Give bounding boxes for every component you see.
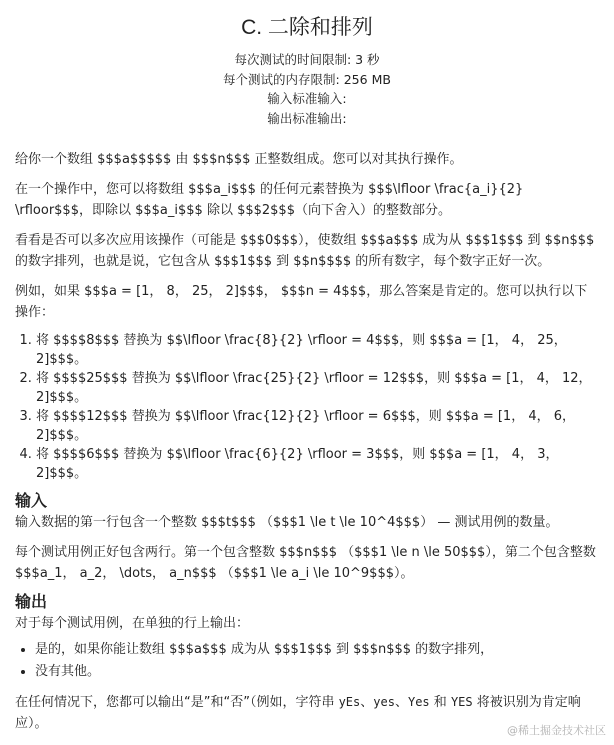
output-bullets-list — [15, 639, 600, 683]
list-item: 2. 将 $$$$25$$$ 替换为 $$\lfloor \frac{25}{2} \rfloor = 12$$$，则 $$$a = [1， 4， 12， 2]$$$。 — [36, 369, 600, 407]
code-yes-variant-4: YES — [450, 695, 473, 709]
memory-limit: 每个测试的内存限制: 256 MB — [223, 71, 391, 87]
list-item: 3. 将 $$$$12$$$ 替换为 $$\lfloor \frac{12}{2} \rfloor = 6$$$，则 $$$a = [1， 4， 6， 2]$$$。 — [36, 407, 600, 445]
input-heading: 输入 — [15, 491, 48, 510]
statement-paragraph-4: 例如，如果 $$$a = [1， 8， 25， 2]$$$， $$$n = 4$$$，那么答案是肯定的。您可以执行以下操作： — [15, 284, 588, 320]
output-paragraph-1: 对于每个测试用例，在单独的行上输出： — [15, 616, 250, 631]
input-source: 输入标准输入: — [267, 91, 347, 106]
code-yes-variant-1: yEs — [338, 695, 361, 709]
input-paragraph-1: 输入数据的第一行包含一个整数 $$$t$$$ （$$$1 \le t \le 10^4$$$） — 测试用例的数量。 — [15, 515, 559, 530]
problem-title: C. 二除和排列 — [241, 16, 373, 39]
list-item: • 是的，如果你能让数组 $$$a$$$ 成为从 $$$1$$$ 到 $$$n$$$ 的数字排列， — [35, 639, 600, 661]
example-steps-list — [15, 331, 600, 483]
output-target: 输出标准输出: — [267, 110, 347, 126]
separator: 、 — [360, 695, 374, 710]
statement-paragraph-2: 在一个操作中，您可以将数组 $$$a_i$$$ 的任何元素替换为 $$$\lfloor \frac{a_i}{2} \rfloor$$$，即除以 $$$a_i$$$ 除以 $$$2$$$（向下舍入）的整数部分。 — [15, 182, 524, 218]
code-yes-variant-3: Yes — [407, 695, 430, 709]
watermark: @稀土掘金技术社区 — [507, 724, 606, 737]
problem-statement — [0, 149, 614, 734]
output-paragraph-2-end: 将被识别为肯定响应）。 — [15, 695, 581, 731]
problem-header — [0, 0, 614, 128]
statement-paragraph-1: 给你一个数组 $$$a$$$$$ 由 $$$n$$$ 正整数组成。您可以对其执行操作。 — [15, 152, 463, 167]
list-item: 4. 将 $$$$6$$$ 替换为 $$\lfloor \frac{6}{2} \rfloor = 3$$$，则 $$$a = [1， 4， 3， 2]$$$。 — [36, 445, 600, 483]
separator: 、 — [394, 695, 408, 710]
time-limit: 每次测试的时间限制: 3 秒 — [234, 52, 380, 67]
list-item: 1. 将 $$$$8$$$ 替换为 $$\lfloor \frac{8}{2} \rfloor = 4$$$，则 $$$a = [1， 4， 25， 2]$$$。 — [36, 331, 600, 369]
input-paragraph-2: 每个测试用例正好包含两行。第一个包含整数 $$$n$$$ （$$$1 \le n \le 50$$$），第二个包含整数 $$$a_1， a_2， \dots， a_n$$$ （$$$1 \le a_i \le 10^9$$$）。 — [15, 545, 596, 581]
statement-paragraph-3: 看看是否可以多次应用该操作（可能是 $$$0$$$），使数组 $$$a$$$ 成为从 $$$1$$$ 到 $$n$$$ 的数字排列，也就是说，它包含从 $$$1$$$ 到 $$n$$$$ 的所有数字，每个数字正好一次。 — [15, 233, 595, 269]
conjunction: 和 — [429, 695, 451, 710]
list-item: • 没有其他。 — [35, 661, 600, 683]
output-paragraph-2-text: 在任何情况下，您都可以输出“是”和“否”（例如，字符串 — [15, 695, 339, 710]
code-yes-variant-2: yes — [373, 695, 395, 709]
output-heading: 输出 — [15, 592, 48, 611]
